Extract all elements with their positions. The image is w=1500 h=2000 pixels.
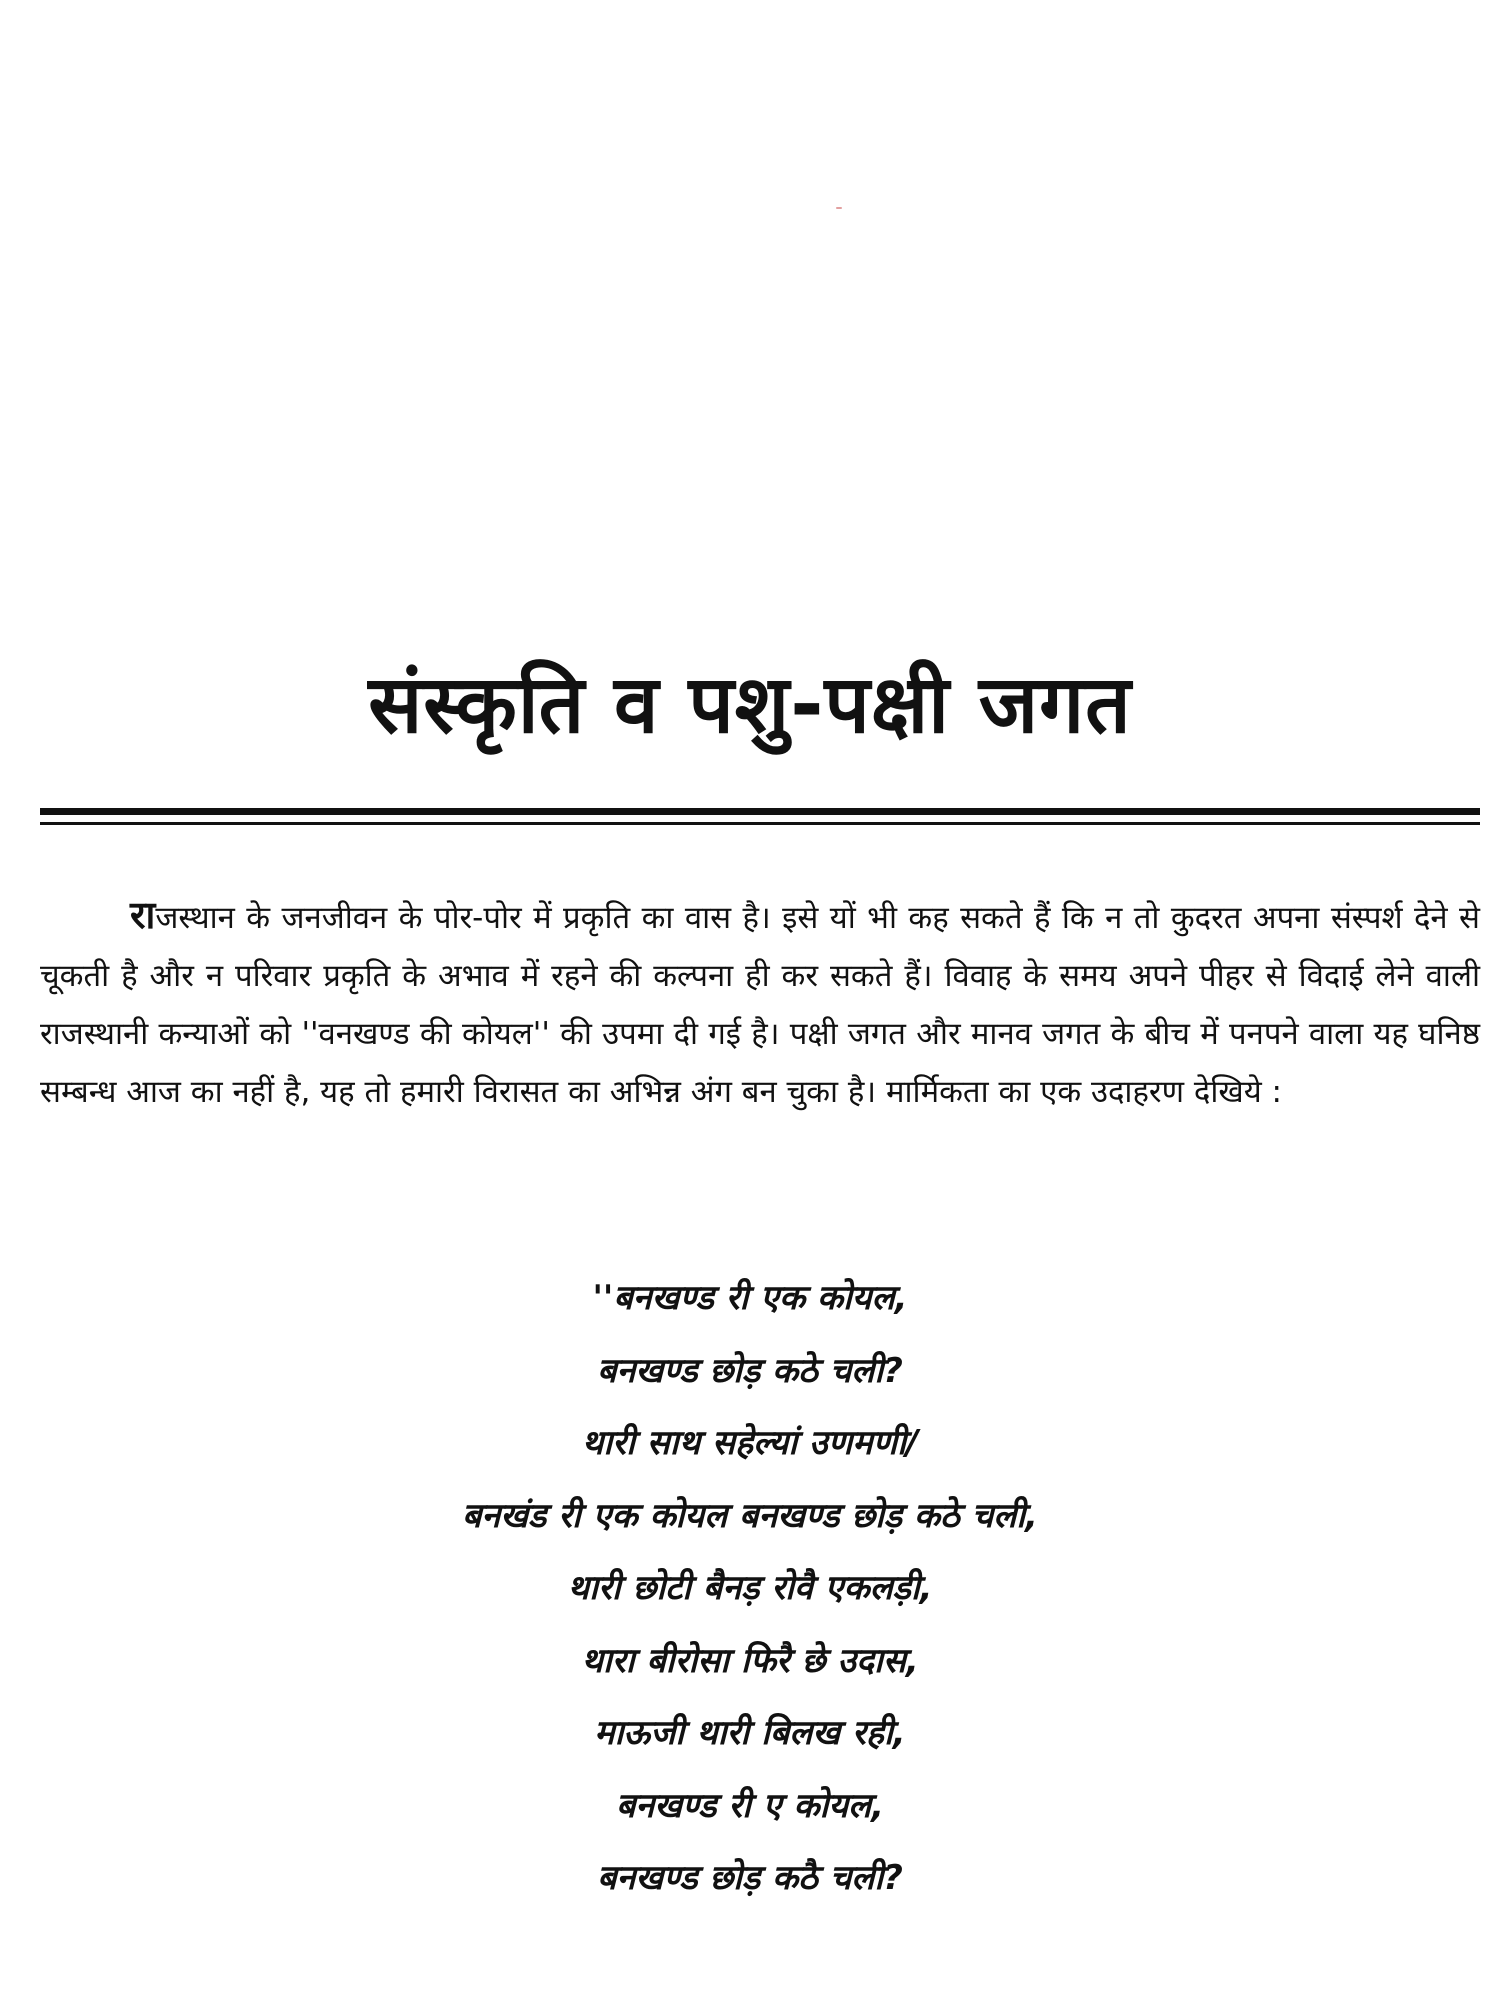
poem-line: बनखंड री एक कोयल बनखण्ड छोड़ कठे चली,: [462, 1495, 1038, 1536]
poem-line: थारा बीरोसा फिरै छे उदास,: [581, 1640, 919, 1681]
poem-line: बनखण्ड छोड़ कठै चली?: [597, 1858, 903, 1898]
title-rule-thick: [40, 808, 1480, 815]
poem-line: बनखण्ड री ए कोयल,: [615, 1785, 885, 1826]
body-paragraph: [40, 886, 1480, 1121]
poem-line: बनखण्ड छोड़ कठे चली?: [597, 1350, 903, 1391]
paragraph-text: जस्थान के जनजीवन के पोर-पोर में प्रकृति का वास है। इसे यों भी कह सकते हैं कि न तो कुदरत अपना संस्पर्श देने से चूकती है और न परिवार प्रकृति के अभाव में रहने की कल्पना ही कर सकते हैं। विवाह के समय अपने पीहर से विदाई लेने वाली राजस्थानी कन्याओं को ''वनखण्ड की कोयल'' की उपमा दी गई है। पक्षी जगत और मानव जगत के बीच में पनपने वाला यह घनिष्ठ सम्बन्ध आज का नहीं है, यह तो हमारी विरासत का अभिन्न अंग बन चुका है। मार्मिकता का एक उदाहरण देखिये :: [40, 900, 1480, 1110]
print-speck: [836, 207, 842, 209]
poem-line: थारी छोटी बैनड़ रोवै एकलड़ी,: [567, 1568, 933, 1608]
poem-verse: [0, 1262, 1500, 1915]
poem-line: थारी साथ सहेल्यां उणमणी/: [581, 1423, 919, 1463]
title-rule-thin: [40, 822, 1480, 825]
chapter-title: संस्कृति व पशु-पक्षी जगत: [368, 658, 1132, 751]
poem-line: माऊजी थारी बिलख रही,: [594, 1713, 906, 1753]
drop-lead-letters: रा: [130, 893, 156, 937]
poem-line: ''बनखण्ड री एक कोयल,: [592, 1278, 908, 1318]
